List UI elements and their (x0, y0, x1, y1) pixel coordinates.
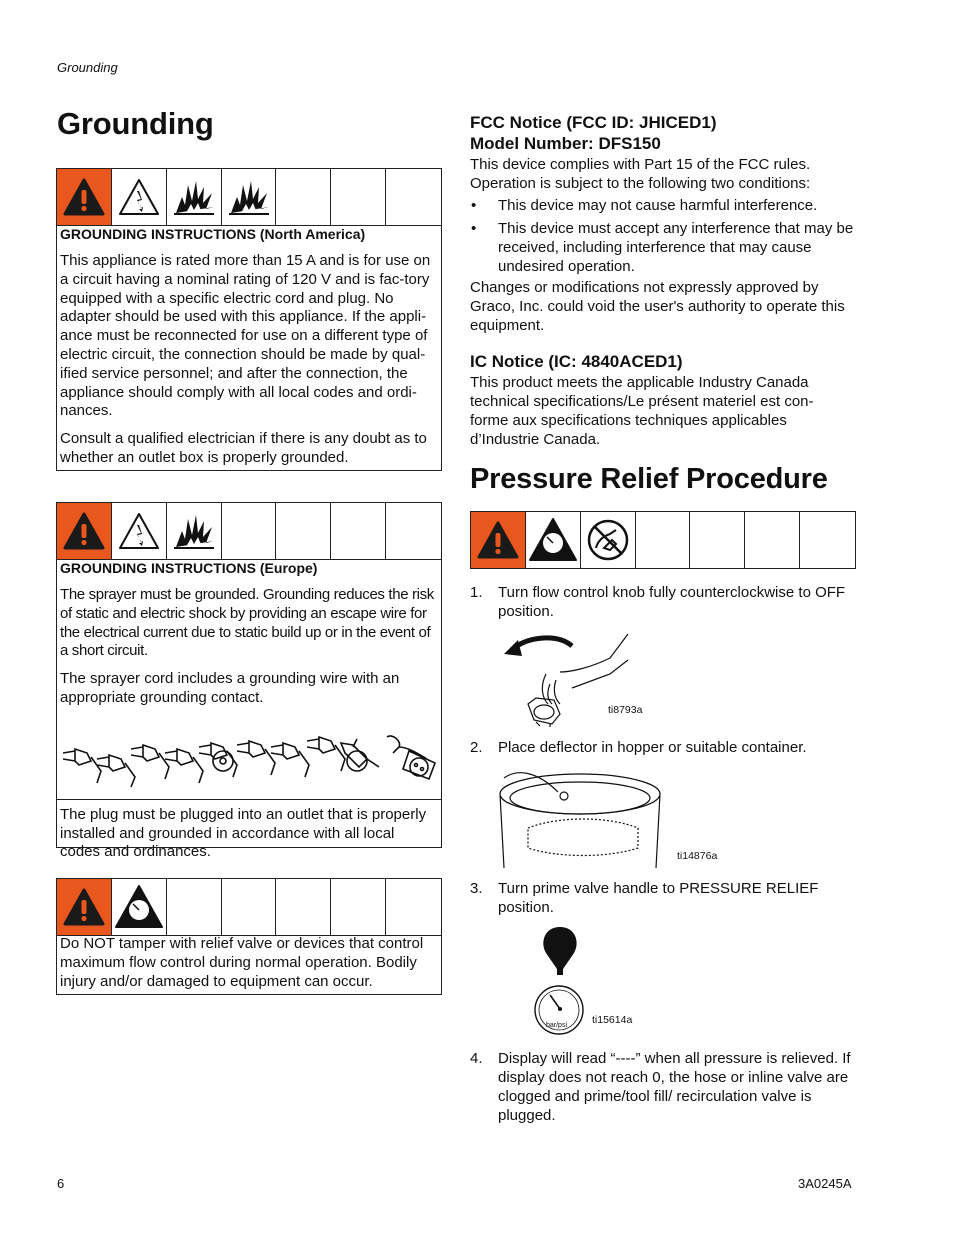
procedure-step (470, 879, 858, 917)
list-item: • This device must accept any interference that may be received, including interference that may cause undesired operation. (470, 219, 856, 276)
fcc-changes: Changes or modifications not expressly approved by Graco, Inc. could void the user's authority to operate this equipment. (470, 279, 845, 334)
empty-icon-cell (222, 879, 277, 935)
warning-box-relief-valve (56, 878, 442, 995)
warning-icon-row (471, 512, 855, 568)
empty-icon-cell (276, 503, 331, 559)
warning-icon-row (57, 503, 441, 560)
warning-box-europe (56, 502, 442, 861)
warning-icon-row (57, 879, 441, 936)
list-item: • This device may not cause harmful interference. (470, 196, 856, 215)
empty-icon-cell (276, 879, 331, 935)
warning-paragraph: This appliance is rated more than 15 A and is for use on a circuit having a nominal rating of 120 V and is fac-tory equipped with a specific electric cord and plug. No adapter should be used with this appliance. If the appli-ance must be reconnected for use on a different type of electric circuit, the connection should be made by qual-ified service personnel; and after the connection, the appliance should comply with all local codes and ordi-nances. (60, 252, 431, 420)
figure-id: ti15614a (592, 1014, 633, 1026)
procedure-step (470, 1049, 858, 1125)
empty-icon-cell (331, 879, 386, 935)
electric-shock-icon (112, 503, 167, 559)
step-number: 4. (470, 1050, 483, 1067)
warning-title: GROUNDING INSTRUCTIONS (Europe) (60, 560, 318, 576)
fcc-title (470, 112, 717, 154)
gauge-label: bar/psi (546, 1022, 568, 1029)
procedure-step (470, 738, 858, 757)
step-number: 1. (470, 584, 483, 601)
running-head: Grounding (57, 60, 118, 75)
figure-prime-valve (530, 925, 590, 1037)
step-text: Turn prime valve handle to PRESSURE RELIEF position. (498, 880, 819, 916)
warning-icon (57, 169, 112, 225)
warning-paragraph: Do NOT tamper with relief valve or devices that control maximum flow control during normal operation. Bodily injury and/or damaged to equipment can occur. (60, 935, 424, 990)
electric-shock-icon (112, 169, 167, 225)
empty-icon-cell (386, 879, 441, 935)
empty-icon-cell (331, 169, 386, 225)
explosion-icon (167, 503, 222, 559)
warning-icon (57, 879, 112, 935)
fcc-title-line1: FCC Notice (FCC ID: JHICED1) (470, 113, 717, 132)
ic-title: IC Notice (IC: 4840ACED1) (470, 352, 683, 371)
warning-paragraph: The sprayer must be grounded. Grounding reduces the risk of static and electric shock by providing an escape wire for the electrical current due to static build up or in the event of a short circuit. (60, 586, 434, 660)
empty-icon-cell (386, 169, 441, 225)
procedure-step (470, 583, 858, 621)
warning-paragraph: Consult a qualified electrician if there is any doubt as to whether an outlet box is properly grounded. (60, 430, 427, 466)
pressure-gauge-icon (112, 879, 167, 935)
step-text: Display will read “----” when all pressure is relieved. If display does not reach 0, the hose or inline valve are clogged and prime/tool fill/ recirculation valve is plugged. (498, 1050, 851, 1124)
fcc-title-line2: Model Number: DFS150 (470, 134, 661, 153)
no-hand-injection-icon (581, 512, 636, 568)
empty-icon-cell (331, 503, 386, 559)
pressure-gauge-icon (526, 512, 581, 568)
warning-paragraph: The plug must be plugged into an outlet that is properly installed and grounded in accordance with all local codes and ordinances. (60, 805, 427, 861)
fcc-body (470, 155, 856, 335)
pressure-relief-warning-box (470, 511, 856, 569)
step-text: Place deflector in hopper or suitable container. (498, 739, 807, 756)
empty-icon-cell (636, 512, 691, 568)
warning-paragraph: The sprayer cord includes a grounding wire with an appropriate grounding contact. (60, 670, 400, 706)
empty-icon-cell (276, 169, 331, 225)
empty-icon-cell (800, 512, 855, 568)
document-number: 3A0245A (798, 1176, 852, 1191)
warning-icon (57, 503, 112, 559)
explosion-icon (167, 169, 222, 225)
figure-id: ti14876a (677, 850, 718, 862)
plug-illustration (57, 722, 441, 793)
ic-text: This product meets the applicable Industry Canada technical specifications/Le présent materiel est con-forme aux specifications techniques applicables d’Industrie Canada. (470, 374, 814, 448)
explosion-icon (222, 169, 277, 225)
warning-title: GROUNDING INSTRUCTIONS (North America) (60, 226, 366, 242)
page-number: 6 (57, 1176, 65, 1191)
empty-icon-cell (745, 512, 800, 568)
figure-id: ti8793a (608, 704, 643, 716)
warning-icon-row (57, 169, 441, 226)
section-title-pressure-relief: Pressure Relief Procedure (470, 463, 828, 495)
section-title-grounding: Grounding (57, 106, 214, 141)
step-text: Turn flow control knob fully counterclockwise to OFF position. (498, 584, 846, 620)
warning-icon (471, 512, 526, 568)
figure-deflector-in-hopper (498, 768, 673, 872)
fcc-intro: This device complies with Part 15 of the FCC rules. Operation is subject to the following two conditions: (470, 156, 811, 192)
fcc-conditions-list (470, 196, 856, 276)
empty-icon-cell (386, 503, 441, 559)
step-number: 3. (470, 880, 483, 897)
warning-box-north-america (56, 168, 442, 471)
empty-icon-cell (167, 879, 222, 935)
empty-icon-cell (690, 512, 745, 568)
empty-icon-cell (222, 503, 277, 559)
step-number: 2. (470, 739, 483, 756)
